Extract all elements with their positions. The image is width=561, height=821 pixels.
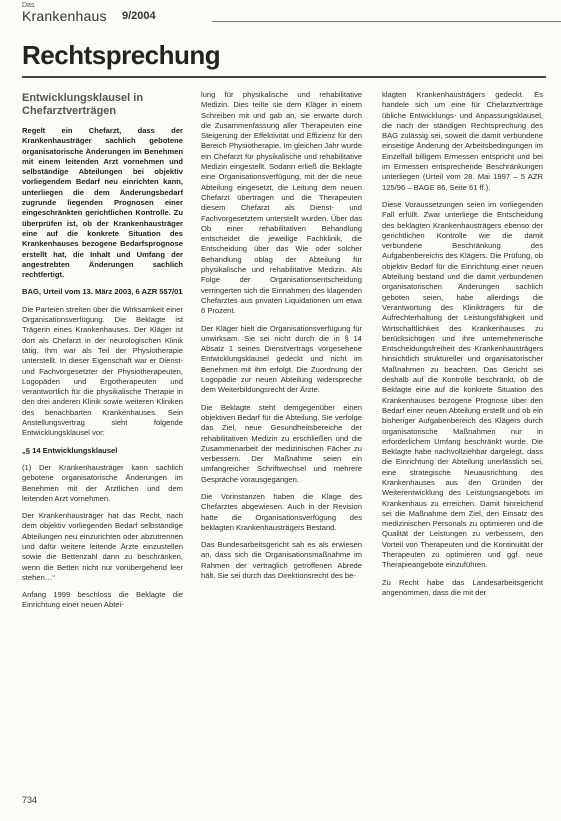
body-paragraph: Die Beklagte steht demgegenüber einen objektiven Bedarf für die Abteilung. Sie verfolge das Ziel, neue Gesundheitsbereiche der rehabilitativen Medizin zu erschließen und die Zusammenarbeit der medizinischen Fächer zu verbessern. Der Maßnahme seien ein umfangreicher Schriftwechsel und mehrere Gespräche vorausgegangen. [201,402,362,484]
text-column-1 [22,90,183,618]
section-title: Rechtsprechung [22,40,221,70]
body-paragraph: Diese Voraussetzungen seien im vorliegenden Fall erfüllt. Zwar unterliege die Entscheidung des beklagten Krankenhausträgers ebenso der gerichtlichen Kontrolle wie die damit verbundene Beschränkung des Aufgabenbereichs des Klägers. Die Prüfung, ob objektiv Bedarf für die Einrichtung einer neuen Abteilung bestand und die damit verbundenen organisatorischen Änderungen sachlich geboten seien, habe allerdings die Verantwortung des Klinikträgers für die Aufrechterhaltung der Leistungsfähigkeit und Wirtschaftlichkeit des Krankenhauses zu berücksichtigen und ihre unternehmerische Entscheidungsfreiheit des Krankenhausträgers hinsichtlich struktureller und organisatorischer Maßnahmen zu beachten. Das Gericht sei deshalb auf die Kontrolle beschränkt, ob die Beklagte eine auf die konkrete Situation des Krankenhauses bezogene Prognose über den Bedarf einer neuen Abteilung erstellt und ob ein bisheriger Aufgabenbereich des Klägers durch organisatorische Maßnahmen nur in erforderlichem Umfang beschränkt wurde. Die Beklagte habe nachvollziehbar dargelegt, dass die Einrichtung der Abteilung unerlässlich sei, eine strategische Neuausrichtung des Krankenhauses aus den Gründen der Weiterentwicklung des Leistungsangebots im Krankenhaus zu erreichen. Damit hinreichend sei die Maßnahme dem Ziel, den Einsatz des medizinischen Personals zu optimieren und die Qualität der Leistungen zu verbessern, den Vorteil von Therapeuten und die Kontinuität der Therapeuten zu optimieren und ggf. neue Therapieangebote einzuführen. [382,199,543,570]
article-lead: Regelt ein Chefarzt, dass der Krankenhausträger sachlich gebotene organisatorische Änderungen im Benehmen mit einem leitenden Arzt vornehmen und selbständige Abteilungen bei objektiv vorliegendem Bedarf neu einrichten kann, unterliegen die dem Änderungsbedarf zugrunde liegenden Prognosen einer eingeschränkten gerichtlichen Kontrolle. Zu überprüfen ist, ob der Krankenhausträger eine auf die konkrete Situation des Krankenhauses bezogene Bedarfsprognose erstellt hat, die Inhalt und Umfang der angestrebten Änderungen sachlich rechtfertigt. [22,126,183,280]
article-title: Entwicklungsklausel in Chefarztverträgen [22,92,144,117]
clause-subhead: „§ 14 Entwicklungsklausel [22,445,118,455]
text-column-2 [201,90,362,588]
body-paragraph: klagten Krankenhausträgers gedeckt. Es handele sich um eine für Chefarztverträge übliche Entwicklungs- und Anpassungsklausel, die nach der ständigen Rechtsprechung des BAG zulässig sei, soweit die damit verbundene einseitige Änderung der Arbeitsbedingungen im Einzelfall billigem Ermessen entspricht und bei im Ermessen entsprechende Beschränkungen unterliegen (Urteil vom 28. Mai 1997 – 5 AZR 125/96 – BAGE 86, Seite 61 ff.). [382,90,543,192]
running-header [22,4,542,22]
body-paragraph: Zu Recht habe das Landesarbeitsgericht angenommen, dass die mit der [382,577,543,597]
court-citation: BAG, Urteil vom 13. März 2003, 6 AZR 557/01 [22,287,183,297]
journal-logo-prefix: Das [22,2,35,9]
journal-logo: Krankenhaus [22,8,107,24]
header-divider [212,21,561,22]
section-divider [22,76,546,78]
body-paragraph: (1) Der Krankenhausträger kann sachlich gebotene organisatorische Änderungen im Benehmen mit der Ärztlichen und dem leitenden Arzt vornehmen. [22,462,183,503]
body-paragraph: Anfang 1999 beschloss die Beklagte die Einrichtung einer neuen Abtei- [22,590,183,610]
body-paragraph: lung für physikalische und rehabilitative Medizin. Dies teilte sie dem Kläger in einem Schreiben mit und gab an, sie erwarte durch die Zusammenfassung aller Therapeuten eine Steigerung der Effektivität und Effizienz für den Bereich Physiotherapie. Im gleichen Jahr wurde ein Chefarzt für physikalische und rehabilitative Medizin eingestellt. Sodann erließ die Beklagte eine Organisationsverfügung, mit der die neue Abteilung eingesetzt, die Leitung dem neuen Chefarzt übertragen und die Therapeuten diesem Chefarzt als Dienst- und Fachvorgesetztem unterstellt wurden. Über das Ob einer rehabilitativen Behandlung entscheidet die jeweilige Fachklinik, die Entscheidung über das Wie oder solcher Behandlung oblag der Abteilung für physikalische und rehabilitative Medizin. Als Folge der Organisationsentscheidung verringerten sich die Einnahmen des klagenden Chefarztes aus privaten Liquidationen um etwa 6 Prozent. [201,90,362,316]
body-paragraph: Die Parteien streiten über die Wirksamkeit einer Organisationsverfügung. Die Beklagte ist Trägerin eines Krankenhauses. Der Kläger ist dort als Chefarzt in der neurologischen Klinik tätig. Ihm war als Teil der Physiotherapie unterstellt. In dieser Eigenschaft war er Dienst- und Fachvorgesetzter der Physiotherapeuten, Logopäden und Ergotherapeuten und verantwortlich für die physikalische Therapie in den drei anderen Klinik sowie weiteren Kliniken des benachbarten Krankenhauses. Sein Anstellungsvertrag sieht folgende Entwicklungsklausel vor: [22,304,183,438]
body-paragraph: Der Krankenhausträger hat das Recht, nach dem objektiv vorliegenden Bedarf selbständige Abteilungen neu einzurichten oder abzutrennen und dafür weitere leitende Ärzte einzustellen sowie die Bettenzahl dann zu beschränken, wenn die Betten nicht nur vorübergehend leer stehen…“ [22,511,183,582]
body-paragraph: Die Vorinstanzen haben die Klage des Chefarztes abgewiesen. Auch in der Revision hatte die Organisationsverfügung des beklagten Krankenhausträgers Bestand. [201,491,362,532]
body-paragraph: Der Kläger hielt die Organisationsverfügung für unwirksam. Sie sei nicht durch die in § 14 Absatz 1 seines Dienstvertrags vorgesehene Entwicklungsklausel gedeckt und nicht im Benehmen mit ihm erfolgt. Die Zuordnung der Logopädie zur neuen Abteilung widerspreche dem Weiterbildungsrecht der Ärzte. [201,323,362,395]
page-number: 734 [22,795,38,805]
issue-number: 9/2004 [122,10,156,22]
body-paragraph: Das Bundesarbeitsgericht sah es als erwiesen an, dass sich die Organisationsmaßnahme im Rahmen der vertraglich getroffenen Abrede hält. Sie sei durch das Direktionsrecht des be- [201,540,362,581]
text-column-3 [382,90,543,605]
